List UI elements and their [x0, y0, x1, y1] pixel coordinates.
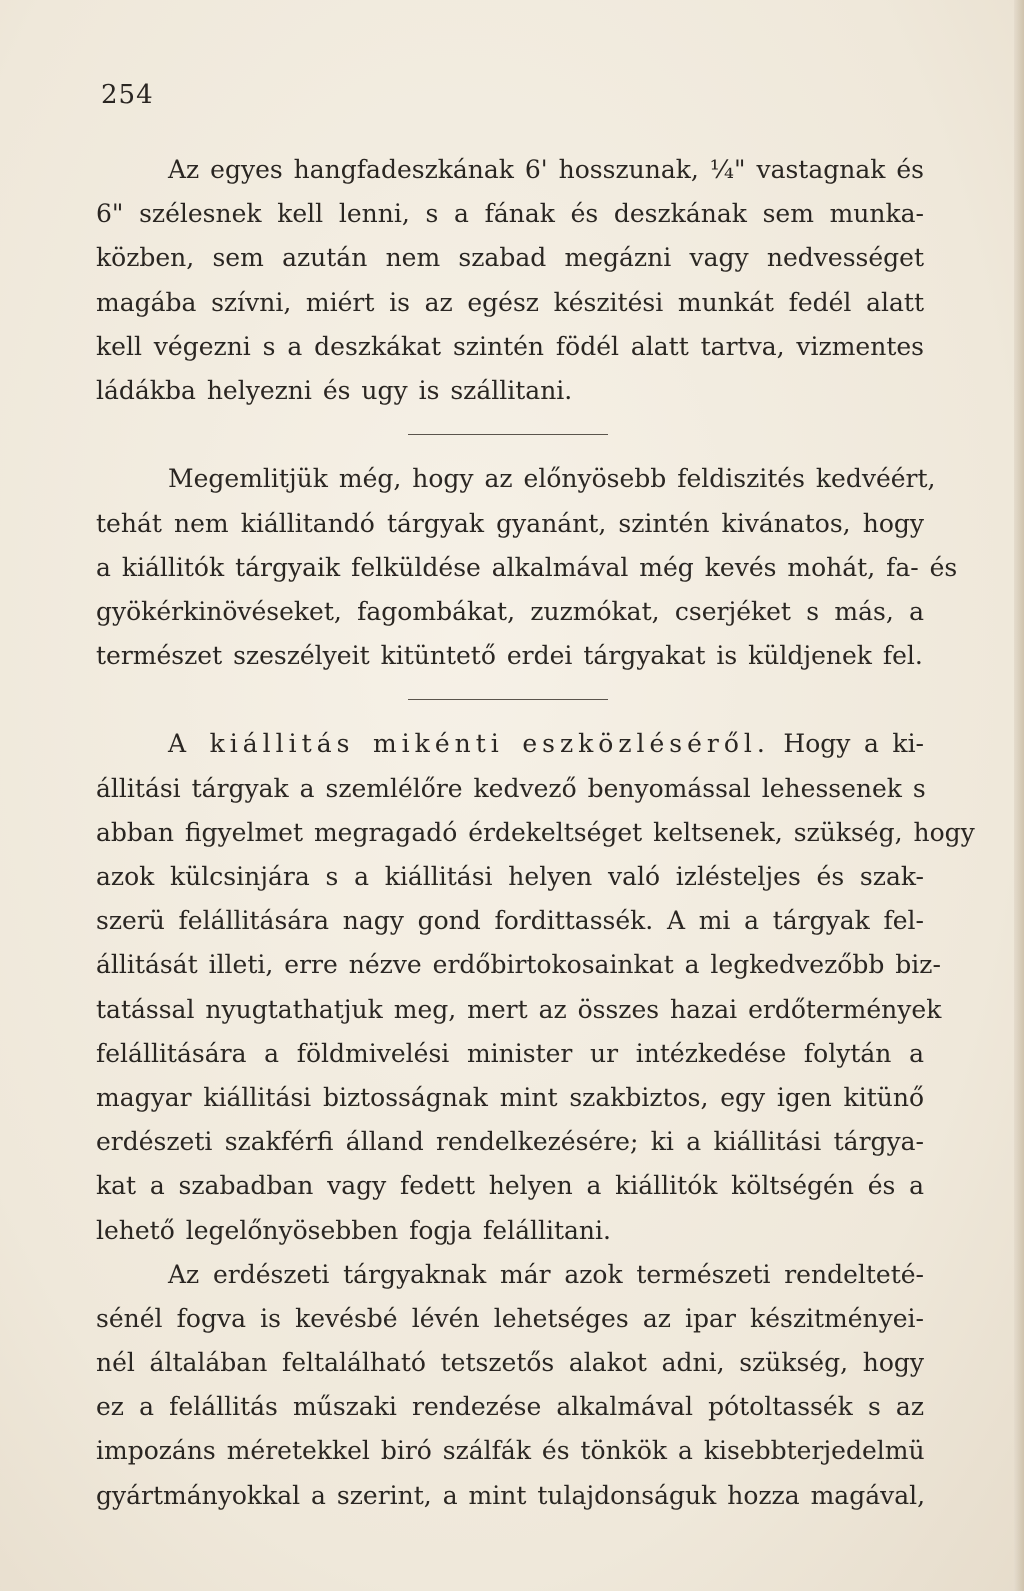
paragraph-3: [96, 722, 975, 1252]
text-line: tehát nem kiállitandó tárgyak gyanánt, szintén kivánatos, hogy: [96, 508, 924, 538]
text-line: Az erdészeti tárgyaknak már azok természeti rendelteté-: [168, 1259, 924, 1289]
text-line: sénél fogva is kevésbé lévén lehetséges az ipar készitményei-: [96, 1303, 924, 1333]
section-divider: [96, 678, 924, 722]
text-line: Megemlitjük még, hogy az előnyösebb feldiszités kedvéért,: [168, 464, 936, 494]
section-heading: A kiállitás mikénti eszközléséről.: [168, 729, 770, 759]
text-line: Az egyes hangfadeszkának 6' hosszunak, ¼" vastagnak és: [168, 155, 924, 184]
text-line: tatással nyugtathatjuk meg, mert az összes hazai erdőtermények: [96, 994, 942, 1024]
text-line: magába szívni, miért is az egész készitési munkát fedél alatt: [96, 287, 924, 317]
text-line: ez a felállitás műszaki rendezése alkalmával pótoltassék s az: [96, 1392, 924, 1422]
paragraph-4: [96, 1253, 924, 1518]
text-line: ládákba helyezni és ugy is szállitani.: [96, 375, 573, 405]
text-line: természet szeszélyeit kitüntető erdei tárgyakat is küldjenek fel.: [96, 641, 923, 671]
text-line: gyártmányokkal a szerint, a mint tulajdonságuk hozza magával,: [96, 1480, 926, 1510]
text-line: magyar kiállitási biztosságnak mint szakbiztos, egy igen kitünő: [96, 1082, 924, 1112]
paragraph-1: [96, 148, 924, 413]
text-line: impozáns méretekkel biró szálfák és tönkök a kisebbterjedelmü: [96, 1436, 925, 1466]
text-line: szerü felállitására nagy gond fordittassék. A mi a tárgyak fel-: [96, 906, 924, 936]
text-line: a kiállitók tárgyaik felküldése alkalmával még kevés mohát, fa- és: [96, 552, 958, 582]
text-line: állitási tárgyak a szemlélőre kedvező benyomással lehessenek s: [96, 773, 926, 803]
page-text: [96, 148, 975, 1518]
text-line: gyökérkinövéseket, fagombákat, zuzmókat, cserjéket s más, a: [96, 596, 924, 626]
text-line: kell végezni s a deszkákat szintén födél alatt tartva, vizmentes: [96, 331, 924, 361]
text-line: közben, sem azután nem szabad megázni vagy nedvességet: [96, 243, 924, 273]
text-line: nél általában feltalálható tetszetős alakot adni, szükség, hogy: [96, 1348, 924, 1378]
text-line: erdészeti szakférfi álland rendelkezésére; ki a kiállitási tárgya-: [96, 1127, 924, 1157]
heading-line-continuation: Hogy a ki-: [783, 729, 925, 759]
section-divider: [96, 413, 924, 457]
text-line: azok külcsinjára s a kiállitási helyen való izlésteljes és szak-: [96, 862, 924, 891]
text-line: állitását illeti, erre nézve erdőbirtokosainkat a legkedvezőbb biz-: [96, 950, 941, 980]
page-number: 254: [101, 80, 154, 110]
page-edge: [1014, 0, 1024, 1591]
text-line: abban figyelmet megragadó érdekeltséget keltsenek, szükség, hogy: [96, 817, 975, 847]
text-line: 6" szélesnek kell lenni, s a fának és deszkának sem munka-: [96, 199, 924, 229]
paragraph-2: [96, 457, 958, 678]
text-line: [96, 722, 924, 766]
text-line: lehető legelőnyösebben fogja felállitani.: [96, 1215, 611, 1245]
text-line: kat a szabadban vagy fedett helyen a kiállitók költségén és a: [96, 1171, 924, 1201]
text-line: felállitására a földmivelési minister ur intézkedése folytán a: [96, 1038, 924, 1068]
